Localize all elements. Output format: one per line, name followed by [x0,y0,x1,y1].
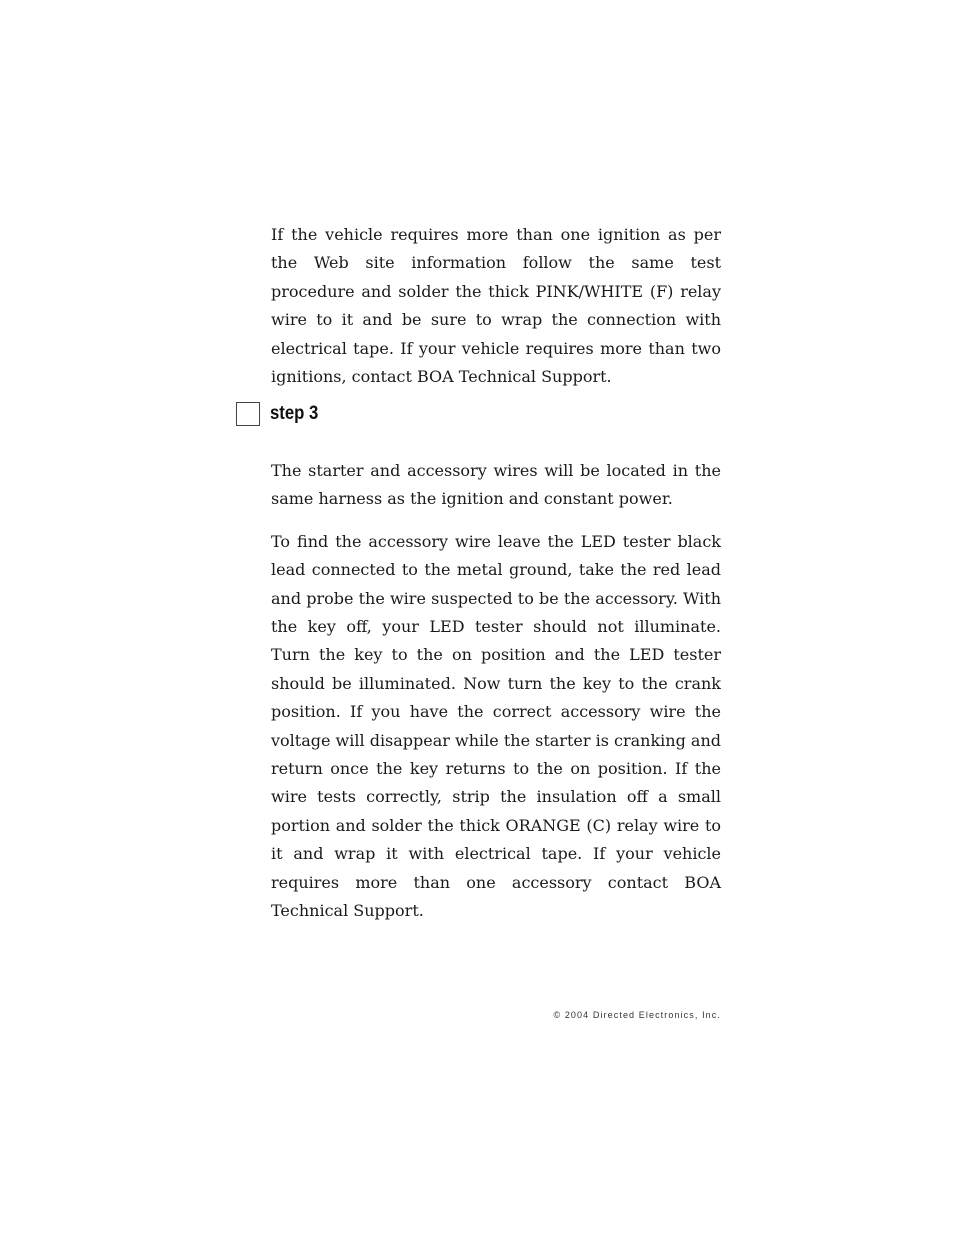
step-body [271,457,721,926]
step-paragraph-2: To find the accessory wire leave the LED tester black lead connected to the metal ground, take the red lead and probe the wire suspected to be the accessory. With the key off, your LED tester should not illuminate. Turn the key to the on position and the LED tester should be illuminated. Now turn the key to the crank position. If you have the correct accessory wire the voltage will disappear while the starter is cranking and return once the key returns to the on position. If the wire tests correctly, strip the insulation off a small portion and solder the thick ORANGE (C) relay wire to it and wrap it with electrical tape. If your vehicle requires more than one accessory contact BOA Technical Support. [271,531,721,921]
step-heading [236,400,325,428]
step-paragraph-1: The starter and accessory wires will be located in the same harness as the ignition and constant power. [271,461,721,509]
intro-paragraph: If the vehicle requires more than one ignition as per the Web site information follow the same test procedure and solder the thick PINK/WHITE (F) relay wire to it and be sure to wrap the connection with electrical tape. If your vehicle requires more than two ignitions, contact BOA Technical Support. [271,225,721,387]
step-title: step 3 [270,403,319,424]
step-checkbox[interactable] [236,402,260,426]
intro-text-block [271,221,721,391]
copyright-footer: © 2004 Directed Electronics, Inc. [553,1010,721,1020]
